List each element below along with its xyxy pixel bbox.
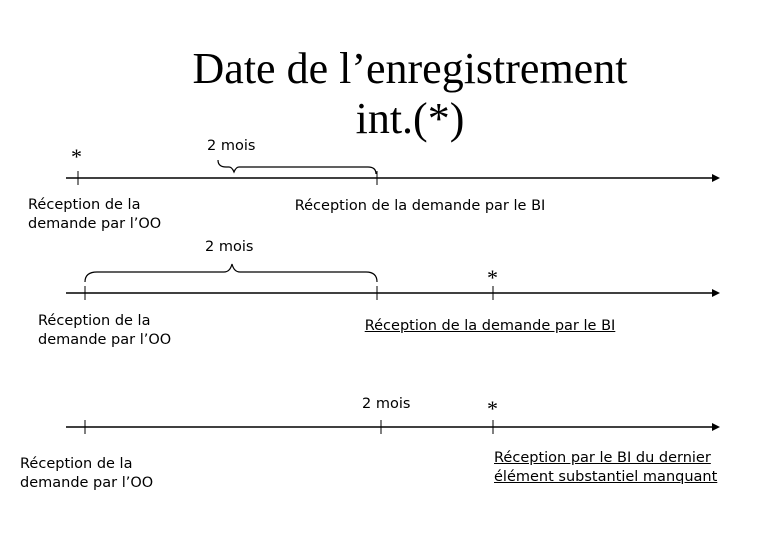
timeline-2-star: *	[487, 265, 498, 290]
timeline-2	[66, 264, 720, 300]
timeline-3-star: *	[487, 396, 498, 421]
timeline-3-right-label: Réception par le BI du dernier élément substantiel manquant	[494, 450, 718, 485]
timeline-1-arrowhead	[712, 174, 720, 182]
timeline-2-brace	[85, 264, 377, 282]
timeline-3-left-label: Réception de la demande par l’OO	[20, 456, 154, 491]
timeline-3-span-label: 2 mois	[362, 396, 411, 412]
timeline-1	[66, 160, 720, 185]
timeline-1-brace	[218, 160, 376, 174]
timeline-2-arrowhead	[712, 289, 720, 297]
timeline-2-right-label: Réception de la demande par le BI	[364, 318, 616, 334]
timeline-1-right-label: Réception de la demande par le BI	[294, 198, 546, 214]
timeline-2-left-label: Réception de la demande par l’OO	[38, 313, 172, 348]
timeline-3-arrowhead	[712, 423, 720, 431]
diagram-title: Date de l’enregistrement int.(*)	[192, 44, 628, 143]
timeline-3	[66, 420, 720, 434]
timeline-1-left-label: Réception de la demande par l’OO	[28, 197, 162, 232]
timeline-1-star: *	[71, 144, 82, 169]
timeline-1-span-label: 2 mois	[207, 138, 256, 154]
timeline-2-span-label: 2 mois	[205, 239, 254, 255]
